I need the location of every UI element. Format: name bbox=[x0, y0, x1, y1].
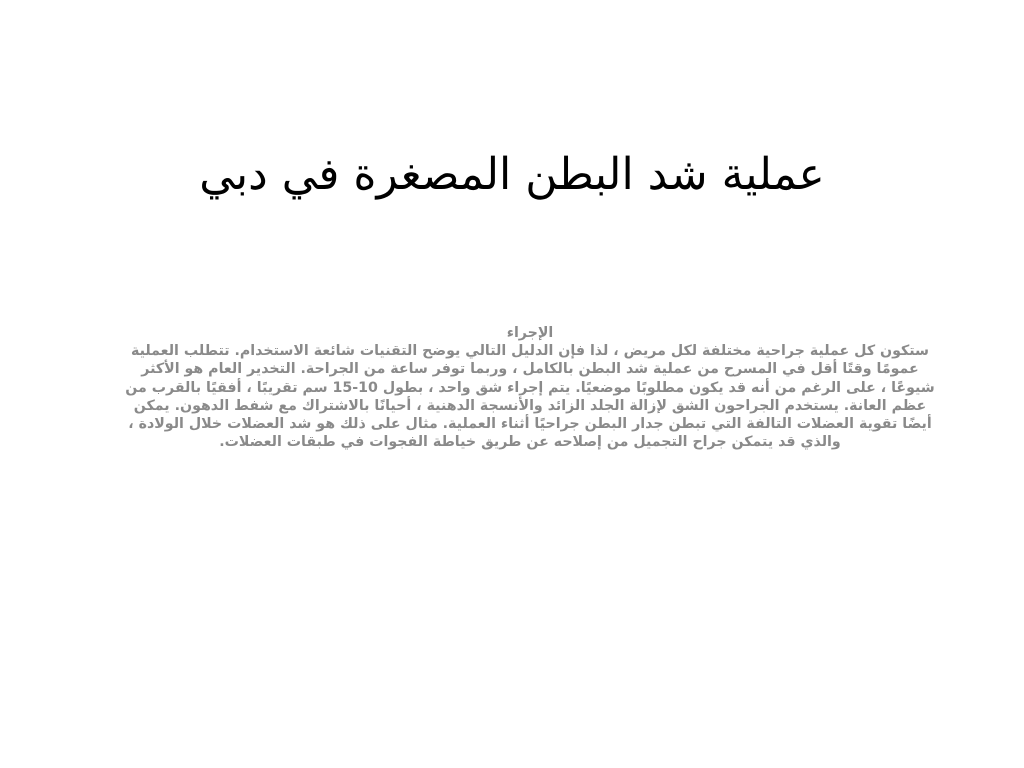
slide-title: عملية شد البطن المصغرة في دبي bbox=[199, 149, 825, 200]
section-paragraph: ستكون كل عملية جراحية مختلفة لكل مريض ، لذا فإن الدليل التالي يوضح التقنيات شائعة الاستخدام. تتطلب العملية عمومًا وقتًا أقل في المسرح من عملية شد البطن بالكامل ، وربما توفر ساعة من الجراحة. التخدير العام هو الأكثر شيوعًا ، على الرغم من أنه قد يكون مطلوبًا موضعيًا. يتم إجراء شق واحد ، بطول 10-15 سم تقريبًا ، أفقيًا بالقرب من عظم العانة. يستخدم الجراحون الشق لإزالة الجلد الزائد والأنسجة الدهنية ، أحيانًا بالاشتراك مع شفط الدهون. يمكن أيضًا تقوية العضلات التالفة التي تبطن جدار البطن جراحيًا أثناء العملية. مثال على ذلك هو شد العضلات خلال الولادة ، والذي قد يتمكن جراح التجميل من إصلاحه عن طريق خياطة الفجوات في طبقات العضلات. bbox=[125, 343, 935, 451]
slide-body bbox=[120, 324, 940, 451]
section-heading: الإجراء bbox=[506, 325, 554, 341]
